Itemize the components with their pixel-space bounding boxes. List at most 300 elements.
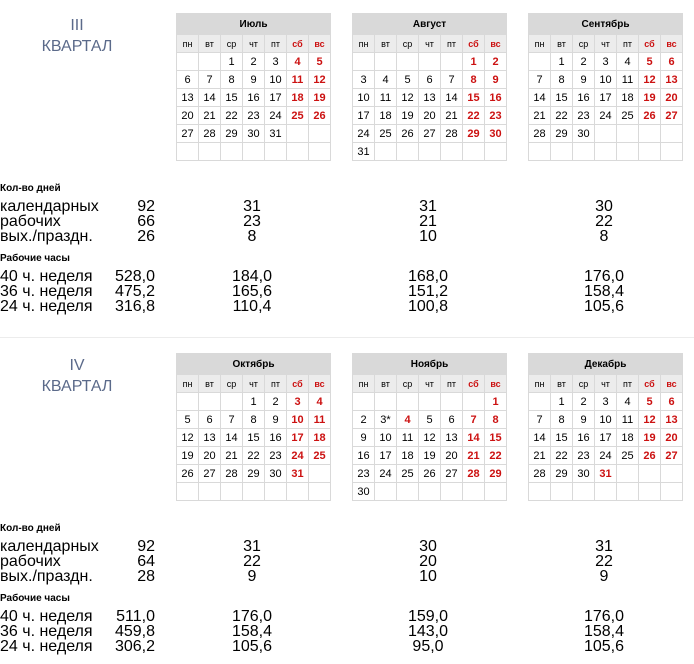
weekday-header: ср	[573, 375, 595, 393]
month-grid	[529, 35, 683, 161]
day-cell: 4	[617, 393, 639, 411]
empty-cell	[485, 143, 507, 161]
empty-cell	[265, 483, 287, 501]
empty-cell	[419, 143, 441, 161]
day-cell: 20	[419, 107, 441, 125]
day-cell: 8	[463, 71, 485, 89]
day-cell: 9	[485, 71, 507, 89]
day-cell: 24	[375, 465, 397, 483]
empty-cell	[617, 465, 639, 483]
day-cell: 1	[463, 53, 485, 71]
day-cell: 16	[265, 429, 287, 447]
stats-month-value: 105,6	[583, 298, 625, 315]
stats-label: вых./праздн.	[0, 228, 93, 245]
stats-month-value: 20	[419, 553, 437, 570]
month-calendar	[352, 353, 507, 501]
day-cell: 28	[529, 125, 551, 143]
working-hours-title: Рабочие часы	[0, 253, 70, 264]
day-cell: 3	[287, 393, 309, 411]
month-grid	[177, 375, 331, 501]
day-cell: 13	[661, 71, 683, 89]
day-cell: 2	[353, 411, 375, 429]
empty-cell	[617, 143, 639, 161]
day-cell: 10	[595, 411, 617, 429]
day-cell: 14	[529, 429, 551, 447]
empty-cell	[485, 483, 507, 501]
day-cell: 12	[639, 71, 661, 89]
weekday-header: чт	[419, 35, 441, 53]
day-cell: 15	[221, 89, 243, 107]
stats-total: 92	[137, 538, 155, 555]
stats-label: рабочих	[0, 213, 61, 230]
weekday-header: вт	[199, 35, 221, 53]
stats-month-value: 168,0	[407, 268, 449, 285]
day-cell: 30	[573, 465, 595, 483]
empty-cell	[551, 483, 573, 501]
empty-cell	[353, 53, 375, 71]
day-cell: 15	[551, 89, 573, 107]
day-cell: 5	[639, 53, 661, 71]
day-cell: 10	[287, 411, 309, 429]
stats-month-value: 100,8	[407, 298, 449, 315]
stats-month-value: 9	[247, 568, 257, 585]
month-name: Декабрь	[529, 354, 683, 375]
day-cell: 13	[419, 89, 441, 107]
month-name: Сентябрь	[529, 14, 683, 35]
day-cell: 26	[309, 107, 331, 125]
empty-cell	[199, 53, 221, 71]
quarter-roman: IV	[69, 357, 85, 374]
day-cell: 23	[573, 447, 595, 465]
empty-cell	[529, 393, 551, 411]
stats-month-value: 31	[243, 198, 261, 215]
day-cell: 10	[353, 89, 375, 107]
stats-month-value: 158,4	[583, 283, 625, 300]
day-cell: 20	[199, 447, 221, 465]
empty-cell	[177, 393, 199, 411]
day-cell: 2	[243, 53, 265, 71]
day-cell: 20	[661, 89, 683, 107]
weekday-header: сб	[287, 35, 309, 53]
day-cell: 12	[177, 429, 199, 447]
empty-cell	[639, 125, 661, 143]
working-hours-title: Рабочие часы	[0, 593, 70, 604]
stats-month-value: 158,4	[231, 623, 273, 640]
stats-total: 26	[137, 228, 155, 245]
day-cell: 9	[573, 71, 595, 89]
day-cell: 1	[485, 393, 507, 411]
stats-month-value: 31	[595, 538, 613, 555]
weekday-header: ср	[221, 375, 243, 393]
weekday-header: пт	[265, 375, 287, 393]
day-cell: 12	[419, 429, 441, 447]
day-cell: 4	[375, 71, 397, 89]
day-cell: 2	[265, 393, 287, 411]
day-cell: 8	[221, 71, 243, 89]
weekday-header: сб	[639, 35, 661, 53]
stats-month-value: 184,0	[231, 268, 273, 285]
weekday-header: пт	[617, 375, 639, 393]
stats-month-value: 176,0	[583, 268, 625, 285]
stats-month-value: 21	[419, 213, 437, 230]
day-cell: 15	[485, 429, 507, 447]
empty-cell	[595, 143, 617, 161]
stats-label: рабочих	[0, 553, 61, 570]
month-grid	[353, 375, 507, 501]
weekday-header: вс	[309, 375, 331, 393]
stats-label: календарных	[0, 198, 99, 215]
stats-label: вых./праздн.	[0, 568, 93, 585]
day-cell: 27	[419, 125, 441, 143]
day-cell: 10	[375, 429, 397, 447]
stats-total: 28	[137, 568, 155, 585]
day-cell: 30	[573, 125, 595, 143]
day-cell: 24	[353, 125, 375, 143]
empty-cell	[265, 143, 287, 161]
empty-cell	[199, 143, 221, 161]
stats-month-value: 31	[243, 538, 261, 555]
day-cell: 11	[397, 429, 419, 447]
weekday-header: вт	[551, 375, 573, 393]
day-cell: 6	[661, 393, 683, 411]
stats-month-value: 22	[595, 213, 613, 230]
day-cell: 17	[375, 447, 397, 465]
day-cell: 26	[639, 447, 661, 465]
days-count-title: Кол-во дней	[0, 183, 61, 194]
stats-total: 306,2	[114, 638, 155, 655]
quarter-word: КВАРТАЛ	[41, 38, 113, 55]
day-cell: 21	[463, 447, 485, 465]
stats-month-value: 159,0	[407, 608, 449, 625]
empty-cell	[397, 143, 419, 161]
empty-cell	[177, 483, 199, 501]
day-cell: 27	[199, 465, 221, 483]
day-cell: 17	[595, 429, 617, 447]
month-name: Август	[353, 14, 507, 35]
day-cell: 13	[661, 411, 683, 429]
day-cell: 7	[199, 71, 221, 89]
stats-total: 66	[137, 213, 155, 230]
empty-cell	[375, 53, 397, 71]
stats-month-value: 95,0	[412, 638, 444, 655]
day-cell: 30	[353, 483, 375, 501]
stats-month-value: 105,6	[583, 638, 625, 655]
day-cell: 6	[177, 71, 199, 89]
empty-cell	[573, 143, 595, 161]
weekday-header: пт	[617, 35, 639, 53]
day-cell: 28	[529, 465, 551, 483]
day-cell: 14	[529, 89, 551, 107]
day-cell: 12	[309, 71, 331, 89]
weekday-header: пт	[441, 35, 463, 53]
day-cell: 20	[661, 429, 683, 447]
day-cell: 8	[551, 71, 573, 89]
day-cell: 31	[287, 465, 309, 483]
weekday-header: пн	[177, 35, 199, 53]
day-cell: 11	[617, 71, 639, 89]
day-cell: 6	[419, 71, 441, 89]
day-cell: 19	[309, 89, 331, 107]
empty-cell	[309, 483, 331, 501]
day-cell: 7	[529, 411, 551, 429]
day-cell: 14	[441, 89, 463, 107]
day-cell: 14	[221, 429, 243, 447]
day-cell: 4	[309, 393, 331, 411]
day-cell: 12	[639, 411, 661, 429]
day-cell: 28	[441, 125, 463, 143]
empty-cell	[639, 465, 661, 483]
empty-cell	[617, 125, 639, 143]
day-cell: 8	[243, 411, 265, 429]
day-cell: 23	[353, 465, 375, 483]
day-cell: 16	[353, 447, 375, 465]
day-cell: 26	[177, 465, 199, 483]
day-cell: 12	[397, 89, 419, 107]
weekday-header: ср	[397, 35, 419, 53]
stats-row	[0, 213, 694, 230]
empty-cell	[243, 143, 265, 161]
quarter-label	[27, 355, 127, 397]
empty-cell	[397, 483, 419, 501]
stats-month-value: 30	[419, 538, 437, 555]
day-cell: 19	[397, 107, 419, 125]
stats-label: 40 ч. неделя	[0, 608, 93, 625]
stats-month-value: 22	[243, 553, 261, 570]
empty-cell	[419, 483, 441, 501]
day-cell: 17	[287, 429, 309, 447]
day-cell: 15	[463, 89, 485, 107]
day-cell: 11	[375, 89, 397, 107]
empty-cell	[595, 125, 617, 143]
stats-row	[0, 553, 694, 570]
day-cell: 24	[265, 107, 287, 125]
day-cell: 4	[287, 53, 309, 71]
empty-cell	[463, 143, 485, 161]
empty-cell	[551, 143, 573, 161]
stats-month-value: 8	[247, 228, 257, 245]
day-cell: 19	[419, 447, 441, 465]
day-cell: 21	[529, 447, 551, 465]
day-cell: 9	[353, 429, 375, 447]
day-cell: 7	[529, 71, 551, 89]
day-cell: 31	[353, 143, 375, 161]
day-cell: 15	[551, 429, 573, 447]
weekday-header: чт	[243, 35, 265, 53]
weekday-header: пн	[529, 35, 551, 53]
day-cell: 29	[243, 465, 265, 483]
stats-row	[0, 298, 694, 315]
day-cell: 16	[573, 429, 595, 447]
weekday-header: вт	[199, 375, 221, 393]
day-cell: 27	[661, 447, 683, 465]
month-calendar	[352, 13, 507, 161]
day-cell: 29	[551, 465, 573, 483]
month-grid	[177, 35, 331, 161]
empty-cell	[397, 393, 419, 411]
day-cell: 22	[485, 447, 507, 465]
day-cell: 29	[485, 465, 507, 483]
day-cell: 27	[661, 107, 683, 125]
day-cell: 9	[265, 411, 287, 429]
empty-cell	[529, 53, 551, 71]
day-cell: 24	[287, 447, 309, 465]
stats-row	[0, 268, 694, 285]
stats-label: 40 ч. неделя	[0, 268, 93, 285]
day-cell: 23	[573, 107, 595, 125]
month-calendar	[528, 353, 683, 501]
quarter-roman: III	[70, 17, 84, 34]
day-cell: 23	[485, 107, 507, 125]
empty-cell	[529, 483, 551, 501]
day-cell: 29	[221, 125, 243, 143]
day-cell: 17	[353, 107, 375, 125]
stats-month-value: 30	[595, 198, 613, 215]
day-cell: 9	[243, 71, 265, 89]
empty-cell	[199, 483, 221, 501]
empty-cell	[375, 483, 397, 501]
day-cell: 5	[397, 71, 419, 89]
day-cell: 5	[177, 411, 199, 429]
empty-cell	[661, 465, 683, 483]
day-cell: 25	[309, 447, 331, 465]
empty-cell	[573, 483, 595, 501]
month-grid	[529, 375, 683, 501]
day-cell: 18	[397, 447, 419, 465]
weekday-header: вс	[309, 35, 331, 53]
day-cell: 22	[463, 107, 485, 125]
day-cell: 11	[309, 411, 331, 429]
month-grid	[353, 35, 507, 161]
empty-cell	[221, 393, 243, 411]
empty-cell	[287, 125, 309, 143]
day-cell: 30	[243, 125, 265, 143]
day-cell: 26	[419, 465, 441, 483]
day-cell: 19	[639, 429, 661, 447]
weekday-header: пт	[441, 375, 463, 393]
weekday-header: пт	[265, 35, 287, 53]
day-cell: 24	[595, 447, 617, 465]
stats-total: 316,8	[114, 298, 155, 315]
day-cell: 17	[265, 89, 287, 107]
empty-cell	[419, 393, 441, 411]
day-cell: 21	[221, 447, 243, 465]
stats-total: 92	[137, 198, 155, 215]
stats-total: 475,2	[114, 283, 155, 300]
empty-cell	[661, 483, 683, 501]
empty-cell	[309, 125, 331, 143]
empty-cell	[221, 483, 243, 501]
weekday-header: вс	[661, 375, 683, 393]
empty-cell	[441, 53, 463, 71]
day-cell: 30	[265, 465, 287, 483]
stats-month-value: 143,0	[407, 623, 449, 640]
month-name: Июль	[177, 14, 331, 35]
empty-cell	[441, 143, 463, 161]
empty-cell	[639, 483, 661, 501]
month-calendar	[176, 353, 331, 501]
stats-total: 511,0	[116, 608, 155, 625]
weekday-header: ср	[397, 375, 419, 393]
day-cell: 22	[243, 447, 265, 465]
stats-month-value: 158,4	[583, 623, 625, 640]
empty-cell	[309, 465, 331, 483]
day-cell: 17	[595, 89, 617, 107]
weekday-header: вт	[551, 35, 573, 53]
empty-cell	[375, 393, 397, 411]
day-cell: 22	[221, 107, 243, 125]
stats-label: календарных	[0, 538, 99, 555]
day-cell: 10	[595, 71, 617, 89]
empty-cell	[595, 483, 617, 501]
day-cell: 14	[463, 429, 485, 447]
weekday-header: вт	[375, 375, 397, 393]
weekday-header: чт	[419, 375, 441, 393]
day-cell: 26	[639, 107, 661, 125]
day-cell: 3*	[375, 411, 397, 429]
month-name: Октябрь	[177, 354, 331, 375]
day-cell: 13	[177, 89, 199, 107]
empty-cell	[375, 143, 397, 161]
stats-total: 528,0	[114, 268, 155, 285]
day-cell: 1	[551, 393, 573, 411]
stats-total: 459,8	[114, 623, 155, 640]
weekday-header: вс	[661, 35, 683, 53]
empty-cell	[243, 483, 265, 501]
day-cell: 28	[221, 465, 243, 483]
day-cell: 5	[419, 411, 441, 429]
stats-month-value: 9	[599, 568, 609, 585]
day-cell: 5	[309, 53, 331, 71]
day-cell: 4	[617, 53, 639, 71]
weekday-header: ср	[221, 35, 243, 53]
day-cell: 11	[617, 411, 639, 429]
weekday-header: пн	[177, 375, 199, 393]
day-cell: 19	[177, 447, 199, 465]
day-cell: 3	[595, 393, 617, 411]
day-cell: 31	[265, 125, 287, 143]
stats-row	[0, 638, 694, 655]
weekday-header: чт	[243, 375, 265, 393]
day-cell: 24	[595, 107, 617, 125]
stats-row	[0, 283, 694, 300]
day-cell: 14	[199, 89, 221, 107]
day-cell: 3	[595, 53, 617, 71]
day-cell: 29	[463, 125, 485, 143]
day-cell: 16	[573, 89, 595, 107]
day-cell: 11	[287, 71, 309, 89]
day-cell: 1	[221, 53, 243, 71]
stats-month-value: 110,4	[232, 298, 272, 315]
weekday-header: пн	[529, 375, 551, 393]
stats-month-value: 176,0	[231, 608, 273, 625]
empty-cell	[177, 53, 199, 71]
day-cell: 8	[485, 411, 507, 429]
day-cell: 7	[463, 411, 485, 429]
day-cell: 7	[441, 71, 463, 89]
day-cell: 20	[177, 107, 199, 125]
empty-cell	[639, 143, 661, 161]
stats-month-value: 105,6	[231, 638, 273, 655]
stats-row	[0, 228, 694, 245]
day-cell: 19	[639, 89, 661, 107]
stats-row	[0, 198, 694, 215]
day-cell: 6	[661, 53, 683, 71]
quarter-label	[27, 15, 127, 57]
day-cell: 1	[243, 393, 265, 411]
empty-cell	[529, 143, 551, 161]
day-cell: 31	[595, 465, 617, 483]
empty-cell	[287, 143, 309, 161]
